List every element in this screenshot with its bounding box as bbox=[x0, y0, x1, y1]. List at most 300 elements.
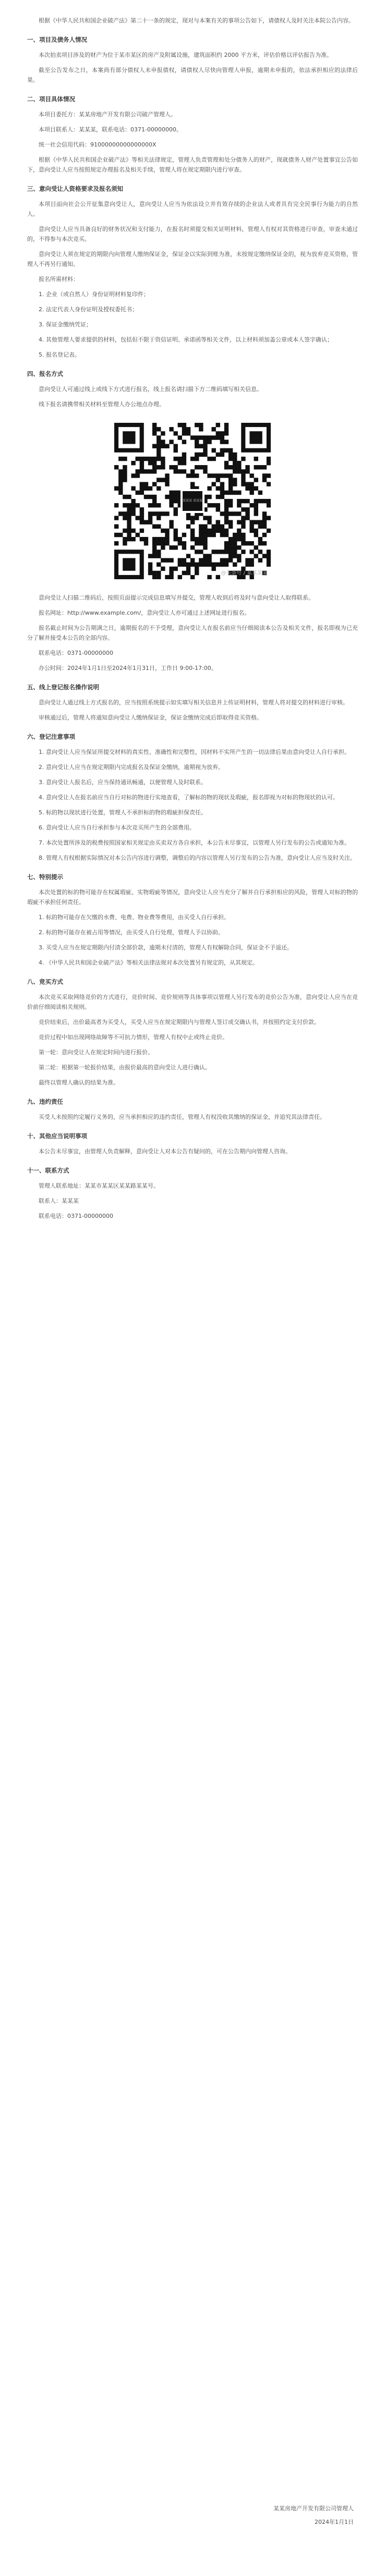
qr-module bbox=[224, 563, 228, 567]
qr-module bbox=[220, 482, 224, 486]
qr-module bbox=[169, 439, 173, 444]
section-5-paragraph: 报名截止时间为公告期满之日，逾期报名的不予受理，意向受让人在报名前应当仔细阅读本公告及相关文件，报名即视为已充分了解并接受本公告的全部内容。 bbox=[27, 625, 358, 641]
section-6-paragraph: 审核通过后，管理人将通知意向受让人缴纳保证金，保证金缴纳完成后即取得竞买资格。 bbox=[39, 714, 262, 721]
qr-module bbox=[258, 499, 262, 503]
qr-module bbox=[228, 465, 233, 469]
qr-module bbox=[211, 473, 215, 478]
list-item: 3. 保证金缴纳凭证； bbox=[39, 321, 92, 328]
qr-module bbox=[228, 491, 233, 495]
qr-module bbox=[144, 520, 148, 524]
qr-module bbox=[216, 507, 220, 511]
qr-module bbox=[203, 554, 207, 558]
qr-module bbox=[195, 550, 199, 554]
qr-module bbox=[148, 516, 152, 520]
qr-module bbox=[152, 444, 157, 448]
qr-module bbox=[178, 469, 182, 473]
qr-module bbox=[152, 427, 157, 431]
section-2-paragraph: 统一社会信用代码：91000000000000000X bbox=[39, 141, 157, 148]
qr-module bbox=[224, 473, 228, 478]
qr-module bbox=[195, 439, 199, 444]
qr-module bbox=[152, 423, 157, 427]
qr-module bbox=[161, 537, 165, 541]
qr-module bbox=[249, 503, 254, 507]
section-2-paragraph: 本项目联系人：某某某，联系电话：0371-00000000。 bbox=[39, 126, 182, 133]
qr-module bbox=[267, 563, 271, 567]
qr-module bbox=[131, 537, 135, 541]
qr-module bbox=[148, 461, 152, 465]
qr-module bbox=[245, 469, 249, 473]
qr-module bbox=[174, 567, 178, 571]
qr-module bbox=[203, 524, 207, 529]
qr-module bbox=[190, 529, 195, 533]
qr-module bbox=[203, 439, 207, 444]
qr-module bbox=[216, 435, 220, 439]
section-4-heading: 四、报名方式 bbox=[27, 370, 63, 377]
qr-module bbox=[169, 499, 173, 503]
qr-module bbox=[165, 575, 169, 579]
list-item: 4. 其他管理人要求提供的材料，包括但不限于资信证明、承诺函等相关文件，以上材料须加盖公章或本人签字确认； bbox=[39, 336, 333, 343]
signoff-block bbox=[273, 2502, 354, 2529]
qr-module bbox=[174, 431, 178, 435]
qr-module bbox=[136, 491, 140, 495]
qr-module bbox=[241, 473, 245, 478]
qr-module bbox=[195, 516, 199, 520]
section-9-heading: 八、竞买方式 bbox=[27, 978, 63, 985]
qr-module bbox=[165, 537, 169, 541]
qr-module bbox=[220, 550, 224, 554]
qr-module bbox=[140, 520, 144, 524]
qr-module bbox=[211, 563, 215, 567]
qr-module bbox=[245, 507, 249, 511]
qr-module bbox=[161, 465, 165, 469]
qr-module bbox=[211, 524, 215, 529]
section-1-heading: 一、项目及债务人情况 bbox=[27, 36, 87, 43]
qr-module bbox=[165, 495, 169, 499]
qr-module bbox=[207, 575, 211, 579]
qr-module bbox=[174, 545, 178, 550]
qr-module bbox=[144, 495, 148, 499]
qr-module bbox=[174, 537, 178, 541]
qr-module bbox=[262, 473, 267, 478]
qr-module bbox=[254, 503, 258, 507]
qr-module bbox=[169, 524, 173, 529]
qr-module bbox=[241, 469, 245, 473]
qr-module bbox=[161, 567, 165, 571]
qr-module bbox=[169, 545, 173, 550]
qr-module bbox=[178, 558, 182, 562]
qr-module bbox=[237, 503, 241, 507]
qr-module bbox=[127, 524, 131, 529]
qr-module bbox=[216, 520, 220, 524]
qr-module bbox=[224, 516, 228, 520]
qr-module bbox=[148, 457, 152, 461]
qr-module bbox=[258, 558, 262, 562]
qr-module bbox=[224, 507, 228, 511]
qr-module bbox=[211, 457, 215, 461]
qr-module bbox=[233, 461, 237, 465]
qr-module bbox=[123, 537, 127, 541]
qr-module bbox=[161, 529, 165, 533]
qr-module bbox=[220, 524, 224, 529]
qr-module bbox=[178, 461, 182, 465]
qr-module bbox=[123, 473, 127, 478]
qr-module bbox=[174, 495, 178, 499]
qr-module bbox=[169, 495, 173, 499]
qr-module bbox=[152, 482, 157, 486]
qr-module bbox=[267, 558, 271, 562]
qr-module bbox=[220, 529, 224, 533]
qr-module bbox=[186, 571, 190, 575]
qr-module bbox=[157, 448, 161, 453]
qr-module bbox=[157, 486, 161, 491]
qr-module bbox=[174, 491, 178, 495]
qr-module bbox=[127, 507, 131, 511]
qr-module bbox=[157, 453, 161, 457]
qr-module bbox=[207, 503, 211, 507]
section-10-heading: 九、违约责任 bbox=[27, 1098, 63, 1105]
qr-module bbox=[157, 554, 161, 558]
qr-module bbox=[220, 533, 224, 537]
qr-module bbox=[262, 524, 267, 529]
qr-module bbox=[233, 563, 237, 567]
qr-module bbox=[207, 554, 211, 558]
qr-module bbox=[241, 516, 245, 520]
qr-module bbox=[174, 465, 178, 469]
qr-module bbox=[224, 558, 228, 562]
qr-module bbox=[174, 507, 178, 511]
qr-module bbox=[182, 558, 186, 562]
qr-module bbox=[195, 541, 199, 545]
qr-code-image[interactable] bbox=[114, 423, 271, 579]
qr-module bbox=[131, 473, 135, 478]
qr-module bbox=[207, 516, 211, 520]
qr-code-block bbox=[27, 423, 358, 579]
qr-module bbox=[174, 511, 178, 516]
qr-module bbox=[157, 541, 161, 545]
qr-module bbox=[182, 545, 186, 550]
qr-module bbox=[195, 567, 199, 571]
section-9-paragraph: 竞价过程中如出现网络故障等不可抗力情形，管理人有权中止或终止竞价。 bbox=[39, 1034, 228, 1041]
qr-module bbox=[228, 499, 233, 503]
qr-module bbox=[161, 439, 165, 444]
qr-module bbox=[123, 469, 127, 473]
qr-module bbox=[203, 453, 207, 457]
qr-module bbox=[165, 478, 169, 482]
qr-module bbox=[118, 486, 123, 491]
qr-module bbox=[165, 511, 169, 516]
qr-module bbox=[203, 448, 207, 453]
qr-module bbox=[203, 537, 207, 541]
qr-module bbox=[237, 533, 241, 537]
qr-module bbox=[245, 486, 249, 491]
qr-module bbox=[216, 423, 220, 427]
qr-module bbox=[211, 550, 215, 554]
list-item: 1. 标的物可能存在欠缴的水费、电费、物业费等费用，由买受人自行承担。 bbox=[39, 914, 230, 921]
qr-module bbox=[207, 486, 211, 491]
qr-module bbox=[144, 537, 148, 541]
qr-module bbox=[241, 541, 245, 545]
qr-module bbox=[157, 571, 161, 575]
qr-module bbox=[178, 537, 182, 541]
list-item: 5. 报名登记表。 bbox=[39, 351, 80, 358]
qr-module bbox=[178, 457, 182, 461]
qr-module bbox=[254, 520, 258, 524]
qr-module bbox=[127, 516, 131, 520]
qr-module bbox=[178, 541, 182, 545]
qr-module bbox=[148, 520, 152, 524]
qr-module bbox=[157, 511, 161, 516]
qr-module bbox=[241, 550, 245, 554]
section-1-paragraph: 本次拍卖项目涉及的财产为位于某市某区的房产及附属设施，建筑面积约 2000 平方米，评估价格以评估报告为准。 bbox=[39, 52, 332, 58]
qr-module bbox=[127, 495, 131, 499]
qr-module bbox=[161, 461, 165, 465]
qr-module bbox=[220, 495, 224, 499]
qr-module bbox=[233, 482, 237, 486]
qr-module bbox=[237, 554, 241, 558]
qr-module bbox=[152, 511, 157, 516]
qr-module bbox=[127, 503, 131, 507]
qr-module bbox=[254, 499, 258, 503]
qr-module bbox=[267, 482, 271, 486]
qr-module bbox=[224, 439, 228, 444]
qr-module bbox=[249, 529, 254, 533]
qr-module bbox=[203, 558, 207, 562]
qr-module bbox=[114, 516, 118, 520]
qr-module bbox=[169, 575, 173, 579]
qr-module bbox=[199, 529, 203, 533]
section-4-paragraph: 意向受让人可通过线上或线下方式进行报名，线上报名请扫描下方二维码填写相关信息。 bbox=[39, 386, 262, 393]
qr-module bbox=[224, 541, 228, 545]
qr-module bbox=[127, 511, 131, 516]
qr-module bbox=[161, 478, 165, 482]
qr-module bbox=[165, 558, 169, 562]
qr-module bbox=[195, 537, 199, 541]
qr-module bbox=[190, 473, 195, 478]
qr-module bbox=[144, 457, 148, 461]
qr-module bbox=[190, 558, 195, 562]
qr-module bbox=[178, 563, 182, 567]
qr-module bbox=[136, 469, 140, 473]
qr-module bbox=[211, 482, 215, 486]
qr-module bbox=[190, 575, 195, 579]
section-5-paragraph: 报名网址：http://www.example.com/，意向受让人亦可通过上述网址进行报名。 bbox=[39, 609, 250, 616]
section-3-paragraph: 意向受让人应当具备良好的财务状况和支付能力，在报名时须提交相关证明材料，管理人有权对其资格进行审查，审查未通过的，不得参与本次竞买。 bbox=[27, 226, 358, 242]
qr-module bbox=[182, 423, 186, 427]
qr-module bbox=[140, 469, 144, 473]
qr-module bbox=[203, 533, 207, 537]
qr-module bbox=[186, 427, 190, 431]
qr-module bbox=[118, 457, 123, 461]
qr-module bbox=[118, 491, 123, 495]
qr-module bbox=[262, 520, 267, 524]
qr-module bbox=[148, 486, 152, 491]
qr-module bbox=[169, 465, 173, 469]
qr-module bbox=[216, 431, 220, 435]
qr-module bbox=[152, 571, 157, 575]
qr-module bbox=[186, 563, 190, 567]
qr-module bbox=[249, 473, 254, 478]
qr-module bbox=[216, 453, 220, 457]
qr-module bbox=[157, 439, 161, 444]
section-6-paragraph: 意向受让人通过线上方式报名的，应当按照系统提示如实填写相关信息并上传证明材料，管理人将对提交的材料进行审核。 bbox=[39, 699, 348, 706]
qr-module bbox=[224, 503, 228, 507]
qr-module bbox=[262, 478, 267, 482]
qr-module bbox=[203, 545, 207, 550]
qr-module bbox=[136, 473, 140, 478]
qr-module bbox=[182, 533, 186, 537]
qr-module bbox=[199, 550, 203, 554]
qr-module bbox=[178, 423, 182, 427]
qr-module bbox=[157, 427, 161, 431]
qr-module bbox=[152, 537, 157, 541]
section-1-paragraph: 截至公告发布之日，本案尚有部分债权人未申报债权，请债权人尽快向管理人申报，逾期未申报的，依法承担相应的法律后果。 bbox=[27, 67, 358, 83]
qr-module bbox=[233, 465, 237, 469]
qr-module bbox=[220, 439, 224, 444]
qr-module bbox=[254, 533, 258, 537]
qr-module bbox=[228, 524, 233, 529]
qr-module bbox=[216, 529, 220, 533]
qr-module bbox=[228, 511, 233, 516]
qr-module bbox=[228, 486, 233, 491]
qr-module bbox=[237, 461, 241, 465]
qr-module bbox=[140, 491, 144, 495]
qr-module bbox=[267, 503, 271, 507]
qr-module bbox=[249, 524, 254, 529]
qr-module bbox=[262, 511, 267, 516]
section-2-heading: 二、项目具体情况 bbox=[27, 95, 75, 103]
qr-module bbox=[152, 503, 157, 507]
qr-module bbox=[262, 541, 267, 545]
qr-module bbox=[228, 473, 233, 478]
qr-module bbox=[228, 503, 233, 507]
list-item: 4. 《中华人民共和国企业破产法》等相关法律法规对本次处置另有规定的，从其规定。 bbox=[39, 959, 258, 966]
qr-module bbox=[118, 482, 123, 486]
qr-module bbox=[241, 482, 245, 486]
qr-module bbox=[254, 507, 258, 511]
qr-module bbox=[152, 495, 157, 499]
qr-module bbox=[182, 457, 186, 461]
section-12-paragraph: 联系电话：0371-00000000 bbox=[39, 1213, 113, 1219]
qr-module bbox=[152, 461, 157, 465]
qr-module bbox=[245, 499, 249, 503]
qr-module bbox=[186, 473, 190, 478]
qr-module bbox=[165, 529, 169, 533]
qr-module bbox=[220, 511, 224, 516]
qr-module bbox=[123, 503, 127, 507]
qr-module bbox=[241, 520, 245, 524]
qr-module bbox=[203, 529, 207, 533]
qr-module bbox=[224, 520, 228, 524]
qr-module bbox=[220, 435, 224, 439]
qr-module bbox=[148, 554, 152, 558]
qr-module bbox=[228, 550, 233, 554]
qr-module bbox=[157, 465, 161, 469]
qr-module bbox=[254, 529, 258, 533]
qr-module bbox=[254, 554, 258, 558]
qr-module bbox=[199, 524, 203, 529]
qr-module bbox=[262, 465, 267, 469]
qr-module bbox=[237, 499, 241, 503]
qr-module bbox=[152, 554, 157, 558]
qr-module bbox=[169, 503, 173, 507]
qr-module bbox=[228, 558, 233, 562]
qr-module bbox=[267, 499, 271, 503]
qr-module bbox=[190, 563, 195, 567]
qr-module bbox=[262, 554, 267, 558]
qr-module bbox=[114, 541, 118, 545]
qr-module bbox=[195, 457, 199, 461]
qr-module bbox=[169, 558, 173, 562]
qr-module bbox=[182, 461, 186, 465]
section-9-paragraph: 本次竞买采取网络竞价的方式进行，竞价时间、竞价规则等具体事项以管理人另行发布的竞价公告为准，意向受让人应当在竞价前仔细阅读相关规则。 bbox=[27, 994, 358, 1010]
qr-module bbox=[186, 524, 190, 529]
qr-module bbox=[165, 541, 169, 545]
list-item: 8. 管理人有权根据实际情况对本公告内容进行调整，调整后的内容以管理人另行发布的公告为准，意向受让人应当及时关注。 bbox=[39, 854, 356, 861]
qr-module bbox=[136, 503, 140, 507]
qr-module bbox=[144, 482, 148, 486]
qr-module bbox=[228, 457, 233, 461]
qr-module bbox=[220, 431, 224, 435]
qr-module bbox=[148, 469, 152, 473]
qr-module bbox=[267, 529, 271, 533]
qr-module bbox=[169, 520, 173, 524]
qr-module bbox=[131, 529, 135, 533]
qr-module bbox=[224, 461, 228, 465]
qr-module bbox=[165, 533, 169, 537]
qr-module bbox=[254, 478, 258, 482]
qr-module bbox=[140, 486, 144, 491]
qr-module bbox=[207, 563, 211, 567]
list-item: 3. 买受人应当在规定期限内付清全部价款，逾期未付清的，管理人有权解除合同，保证金不予退还。 bbox=[39, 944, 293, 951]
qr-module bbox=[148, 563, 152, 567]
qr-module bbox=[157, 444, 161, 448]
section-2-paragraph: 本项目委托方：某某房地产开发有限公司破产管理人。 bbox=[39, 111, 176, 118]
qr-module bbox=[161, 431, 165, 435]
qr-module bbox=[169, 427, 173, 431]
qr-module bbox=[224, 423, 228, 427]
qr-module bbox=[237, 491, 241, 495]
qr-module bbox=[186, 567, 190, 571]
qr-module bbox=[258, 524, 262, 529]
qr-module bbox=[131, 499, 135, 503]
qr-module bbox=[220, 453, 224, 457]
qr-module bbox=[241, 524, 245, 529]
qr-finder-pattern bbox=[249, 431, 262, 444]
qr-module bbox=[144, 469, 148, 473]
qr-module bbox=[152, 457, 157, 461]
qr-module bbox=[258, 550, 262, 554]
qr-module bbox=[233, 511, 237, 516]
qr-module bbox=[178, 575, 182, 579]
qr-module bbox=[241, 507, 245, 511]
list-item: 5. 标的物以现状进行处置，管理人不承担标的物的瑕疵担保责任。 bbox=[39, 809, 207, 816]
section-6-heading: 五、线上登记报名操作说明 bbox=[27, 683, 99, 691]
qr-module bbox=[233, 453, 237, 457]
qr-module bbox=[245, 465, 249, 469]
section-9-paragraph: 竞价结束后，出价最高者为买受人，买受人应当在规定期限内与管理人签订成交确认书，并按照约定支付价款。 bbox=[39, 1019, 320, 1025]
qr-module bbox=[211, 503, 215, 507]
qr-module bbox=[199, 444, 203, 448]
qr-module bbox=[199, 537, 203, 541]
qr-module bbox=[207, 558, 211, 562]
qr-module bbox=[203, 541, 207, 545]
qr-module bbox=[131, 486, 135, 491]
qr-module bbox=[165, 444, 169, 448]
qr-module bbox=[233, 469, 237, 473]
section-4-paragraph: 线下报名请携带相关材料至管理人办公地点办理。 bbox=[39, 401, 165, 408]
qr-module bbox=[233, 545, 237, 550]
qr-module bbox=[216, 563, 220, 567]
